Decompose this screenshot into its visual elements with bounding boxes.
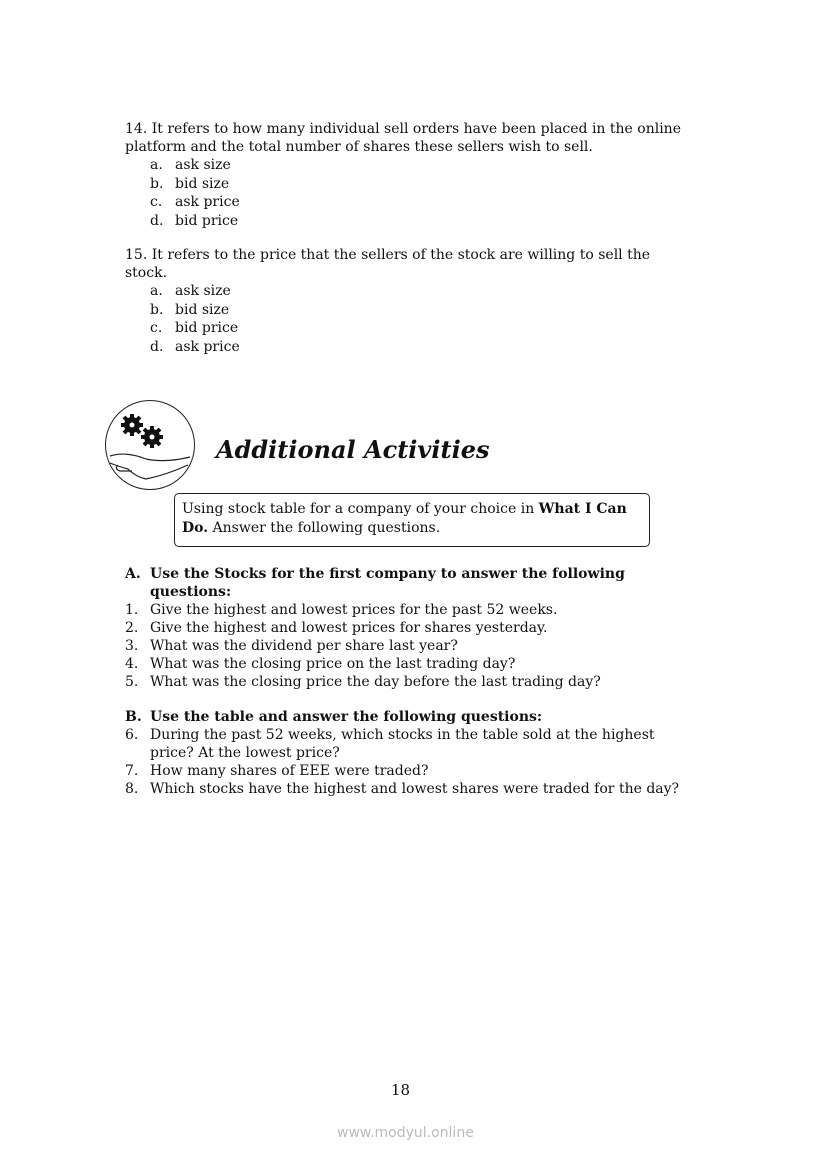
item-number: 5.: [125, 674, 139, 690]
item-text: Give the highest and lowest prices for shares yesterday.: [150, 620, 548, 636]
part-b-heading: [125, 708, 695, 726]
option-d: [125, 338, 695, 357]
section-title: Additional Activities: [216, 435, 490, 464]
question-text: 14. It refers to how many individual sell orders have been placed in the online platform and the total number of shares these sellers wish to sell.: [125, 121, 681, 155]
list-item: [125, 673, 695, 691]
instruction-box: [174, 493, 650, 547]
item-text: What was the dividend per share last year?: [150, 638, 458, 654]
option-letter: b.: [150, 175, 164, 192]
list-item: [125, 780, 695, 798]
item-text: What was the closing price the day before the last trading day?: [150, 674, 601, 690]
list-item: [125, 637, 695, 655]
option-text: bid size: [175, 301, 230, 318]
item-text: During the past 52 weeks, which stocks in the table sold at the highest price? At the lowest price?: [150, 727, 655, 761]
part-label: B.: [125, 709, 142, 725]
option-letter: a.: [150, 283, 163, 299]
option-text: bid price: [175, 320, 239, 336]
instruction-text: Using stock table for a company of your choice in: [182, 501, 539, 517]
item-text: How many shares of EEE were traded?: [150, 763, 429, 779]
list-item: [125, 726, 695, 762]
option-a: [125, 156, 695, 175]
option-letter: b.: [150, 301, 164, 318]
option-letter: c.: [150, 194, 163, 210]
option-text: bid price: [175, 212, 239, 229]
item-text: Which stocks have the highest and lowest shares were traded for the day?: [150, 781, 680, 797]
option-d: [125, 212, 695, 231]
question-text: 15. It refers to the price that the sellers of the stock are willing to sell the stock.: [125, 247, 651, 281]
option-text: ask price: [175, 194, 240, 210]
list-item: [125, 762, 695, 780]
item-text: What was the closing price on the last trading day?: [150, 656, 516, 672]
option-a: [125, 282, 695, 301]
option-b: [125, 175, 695, 194]
list-item: [125, 601, 695, 619]
question-14: [125, 120, 695, 230]
item-number: 1.: [125, 602, 139, 618]
option-letter: d.: [150, 338, 164, 355]
gears-on-hand-icon: [105, 400, 195, 490]
option-b: [125, 301, 695, 320]
option-text: ask size: [175, 283, 231, 299]
option-letter: a.: [150, 157, 163, 173]
option-text: bid size: [175, 175, 230, 192]
heading-text: Use the Stocks for the first company to answer the following questions:: [150, 566, 625, 600]
item-number: 4.: [125, 656, 139, 672]
item-number: 3.: [125, 638, 139, 654]
option-c: [125, 193, 695, 212]
option-text: ask size: [175, 157, 231, 173]
option-text: ask price: [175, 338, 240, 355]
instruction-bold: What I Can Do.: [182, 501, 627, 536]
question-15: [125, 246, 695, 356]
part-a-heading: [125, 565, 695, 601]
part-b: [125, 708, 695, 798]
watermark: www.modyul.online: [337, 1125, 474, 1141]
page-number: 18: [391, 1081, 411, 1099]
part-label: A.: [125, 566, 141, 582]
list-item: [125, 619, 695, 637]
option-letter: c.: [150, 320, 163, 336]
part-a: [125, 565, 695, 691]
item-number: 6.: [125, 727, 139, 743]
option-letter: d.: [150, 212, 164, 229]
item-number: 8.: [125, 781, 139, 797]
item-text: Give the highest and lowest prices for the past 52 weeks.: [150, 602, 558, 618]
item-number: 2.: [125, 620, 139, 636]
heading-text: Use the table and answer the following questions:: [150, 709, 543, 725]
option-c: [125, 319, 695, 338]
item-number: 7.: [125, 763, 139, 779]
instruction-text-end: Answer the following questions.: [208, 520, 441, 536]
list-item: [125, 655, 695, 673]
